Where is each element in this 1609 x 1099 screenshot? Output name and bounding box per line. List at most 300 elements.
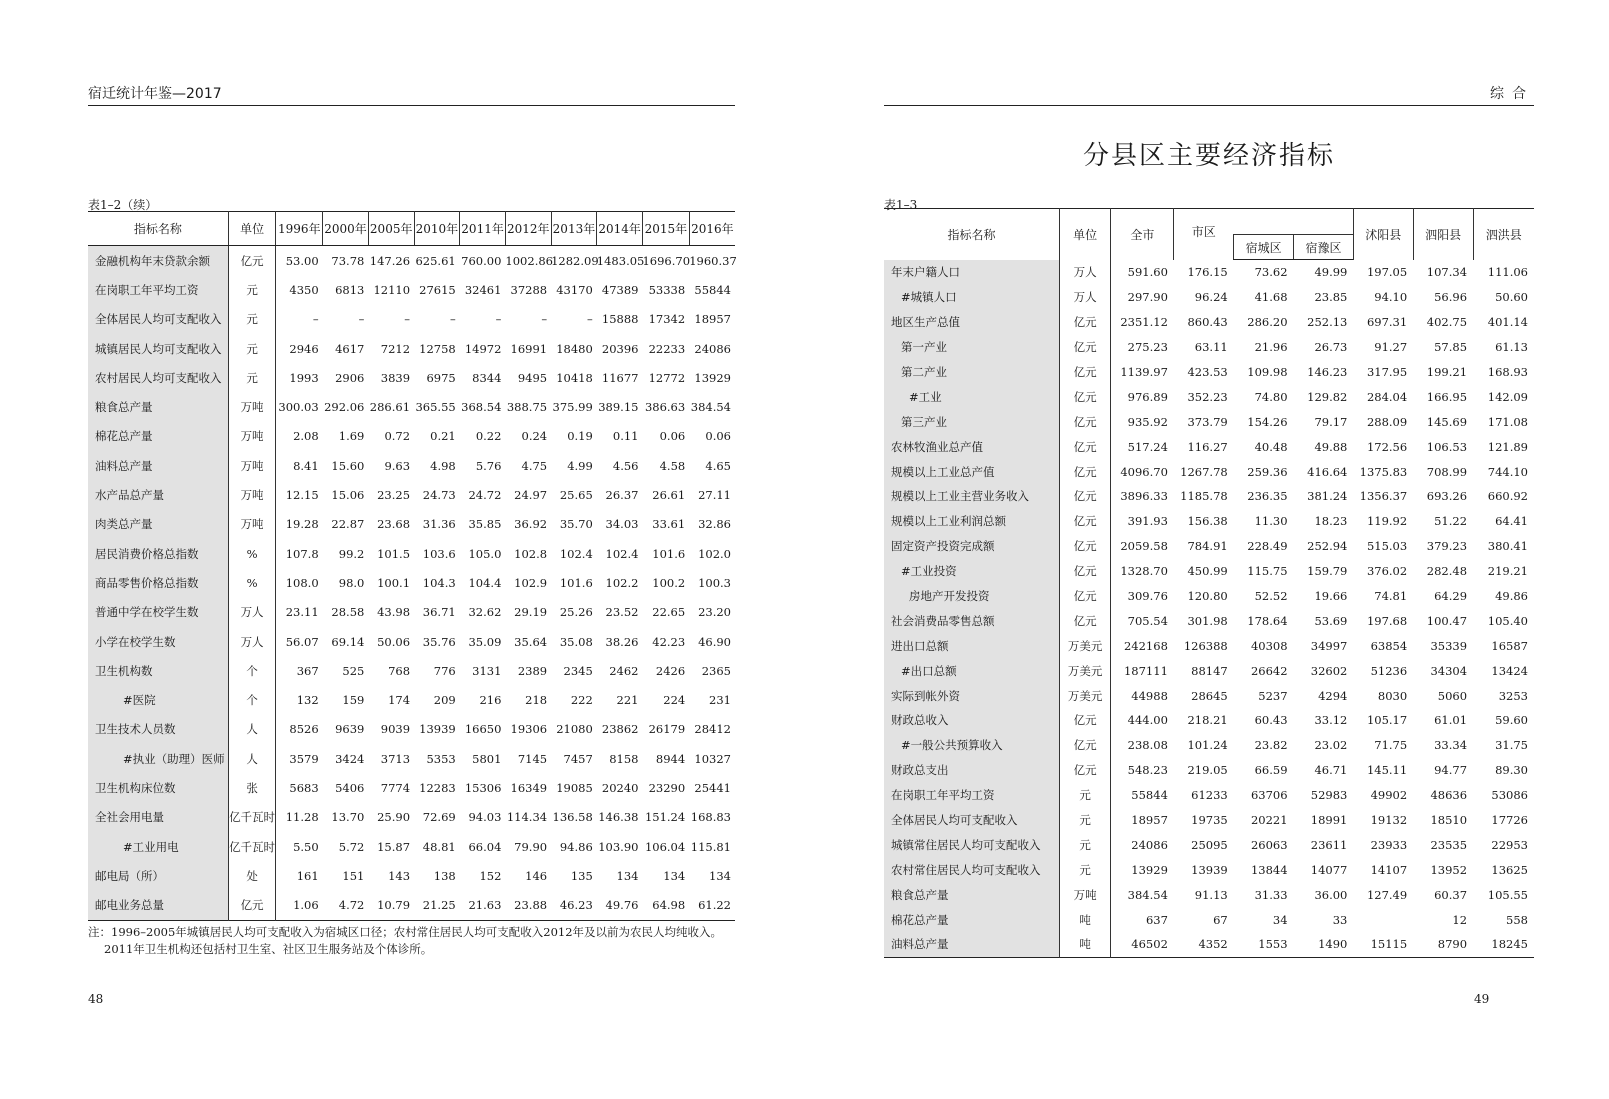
row-label: 实际到帐外资 [884,683,1059,708]
value-cell: – [541,312,548,327]
value-cell: 35.64 [514,634,548,649]
row-label: 社会消费品零售总额 [884,608,1059,633]
value-cell: 146 [525,868,548,883]
value-cell: 101.24 [1187,738,1228,753]
column-header: 全市 [1111,209,1174,260]
row-label: 棉花总产量 [88,422,228,451]
value-cell: 275.23 [1127,340,1168,355]
value-cell: 101.6 [652,546,686,561]
value-cell: 380.41 [1487,539,1528,554]
value-cell: 28.58 [331,605,365,620]
value-cell: 286.61 [369,400,411,415]
value-cell: 15115 [1370,937,1408,952]
value-cell: 100.1 [377,575,411,590]
row-label: 卫生机构数 [88,656,228,685]
value-cell: 102.4 [605,546,639,561]
value-cell: 0.06 [705,429,731,444]
unit-cell: 人 [228,744,276,773]
table-row [884,708,1534,733]
value-cell: 8526 [289,722,319,737]
value-cell: 222 [570,693,593,708]
unit-cell: 处 [228,861,276,890]
row-label: #一般公共预算收入 [884,733,1059,758]
table-row [884,559,1534,584]
value-cell: 21.25 [422,898,456,913]
value-cell: 96.24 [1194,290,1228,305]
column-header: 市区 [1174,209,1234,260]
unit-cell: 元 [228,305,276,334]
value-cell: 15.60 [331,458,365,473]
value-cell: 708.99 [1426,464,1468,479]
row-label: 油料总产量 [88,451,228,480]
value-cell: 22953 [1491,837,1528,852]
value-cell: 107.8 [285,546,319,561]
table-row [884,783,1534,808]
value-cell: 18.23 [1314,514,1348,529]
value-cell: 450.99 [1187,564,1228,579]
value-cell: 27615 [419,282,456,297]
value-cell: 386.63 [644,400,686,415]
value-cell: 14107 [1370,862,1408,877]
value-cell: 106.04 [644,839,686,854]
value-cell: 637 [1145,912,1168,927]
value-cell: 9.63 [384,458,411,473]
value-cell: 94.10 [1374,290,1408,305]
value-cell: 16650 [464,722,502,737]
row-label: 农村居民人均可支配收入 [88,363,228,392]
unit-cell: 亿元 [1059,409,1111,434]
value-cell: 4.65 [705,458,731,473]
value-cell: 13939 [1191,862,1228,877]
value-cell: 134 [709,868,731,883]
value-cell: 19085 [556,780,593,795]
main-indicators-table [88,211,735,921]
table-row [88,392,735,421]
column-header: 宿城区 [1234,235,1294,260]
value-cell: – [587,312,593,327]
value-cell: 36.92 [514,517,548,532]
value-cell: 384.54 [1127,887,1168,902]
value-cell: 111.06 [1487,265,1528,280]
value-cell: 373.79 [1187,414,1228,429]
value-cell: 100.3 [698,575,731,590]
unit-cell: 亿元 [1059,360,1111,385]
value-cell: – [449,312,456,327]
value-cell: 71.75 [1374,738,1408,753]
row-label: #城镇人口 [884,285,1059,310]
column-header: 宿豫区 [1294,235,1354,260]
table-row [884,409,1534,434]
column-header: 沭阳县 [1353,209,1413,260]
value-cell: 3131 [472,663,502,678]
value-cell: 46.71 [1314,763,1348,778]
table-row [884,907,1534,932]
table-header-row [884,209,1534,235]
value-cell: 384.54 [690,400,731,415]
table-row [884,509,1534,534]
value-cell: 4617 [335,341,365,356]
value-cell: 28645 [1191,688,1228,703]
value-cell: 40.48 [1254,439,1288,454]
value-cell: 46502 [1131,937,1168,952]
value-cell: 159.79 [1307,564,1348,579]
unit-cell: 元 [1059,832,1111,857]
value-cell: 8944 [655,751,686,766]
value-cell: 106.53 [1426,439,1468,454]
table-row [88,715,735,744]
row-label: 粮食总产量 [88,392,228,421]
column-header: 2015年 [642,212,689,246]
row-label: 全体居民人均可支配收入 [88,305,228,334]
value-cell: – [495,312,502,327]
value-cell: 48636 [1430,788,1468,803]
table-label: 表1–3 [884,198,918,212]
value-cell: 376.02 [1366,564,1408,579]
value-cell: 61.13 [1495,340,1528,355]
value-cell: 35.70 [559,517,593,532]
unit-cell: 元 [228,334,276,363]
column-header: 指标名称 [947,227,996,242]
row-label: 房地产开发投资 [884,584,1059,609]
table-row [884,808,1534,833]
value-cell: 13625 [1491,862,1528,877]
table-row [88,656,735,685]
value-cell: 24.97 [514,488,548,503]
value-cell: 402.75 [1426,315,1468,330]
value-cell: 23.02 [1314,738,1348,753]
value-cell: 21.63 [468,898,502,913]
value-cell: 43170 [556,282,593,297]
county-indicators-table [884,208,1534,958]
row-label: 财政总收入 [884,708,1059,733]
unit-cell: 万美元 [1059,633,1111,658]
table-row [88,627,735,656]
value-cell: 105.0 [468,546,502,561]
value-cell: 42.23 [652,634,686,649]
value-cell: 4.58 [659,458,686,473]
value-cell: 34997 [1310,638,1348,653]
value-cell: 21080 [556,722,593,737]
column-header: 泗阳县 [1413,209,1473,260]
row-label: 在岗职工年平均工资 [884,783,1059,808]
value-cell: 61.01 [1434,713,1468,728]
value-cell: 91.13 [1194,887,1228,902]
column-header: 2011年 [460,212,506,246]
value-cell: 768 [388,663,411,678]
value-cell: 236.35 [1247,489,1288,504]
table-header-row [88,212,735,246]
value-cell: 104.4 [468,575,502,590]
row-label: 规模以上工业利润总额 [884,509,1059,534]
unit-cell: 亿元 [1059,335,1111,360]
value-cell: 49.76 [605,898,639,913]
value-cell: 12.15 [285,488,319,503]
value-cell: 74.80 [1254,389,1288,404]
value-cell: 228.49 [1247,539,1288,554]
value-cell: 976.89 [1127,389,1168,404]
value-cell: 36.00 [1314,887,1348,902]
value-cell: 197.68 [1366,613,1408,628]
value-cell: 1.69 [338,429,365,444]
value-cell: 74.81 [1374,589,1408,604]
value-cell: 3424 [335,751,365,766]
unit-cell: 万美元 [1059,683,1111,708]
value-cell: 282.48 [1426,564,1468,579]
value-cell: 13424 [1491,663,1528,678]
table-row [88,598,735,627]
value-cell: 352.23 [1187,389,1228,404]
unit-cell: 万人 [1059,260,1111,285]
value-cell: 22233 [648,341,686,356]
value-cell: 13.70 [331,810,365,825]
value-cell: 159 [342,693,365,708]
value-cell: 2345 [563,663,593,678]
value-cell: 7212 [380,341,411,356]
value-cell: 46.90 [698,634,731,649]
value-cell: 9039 [380,722,411,737]
value-cell: 51236 [1370,663,1408,678]
value-cell: 33.61 [652,517,686,532]
row-label: 财政总支出 [884,758,1059,783]
value-cell: 25.90 [377,810,411,825]
value-cell: 12 [1452,912,1468,927]
value-cell: 79.17 [1314,414,1348,429]
value-cell: 187111 [1123,663,1168,678]
value-cell: 176.15 [1187,265,1228,280]
value-cell: 8158 [609,751,639,766]
value-cell: 35.09 [468,634,502,649]
row-label: 地区生产总值 [884,310,1059,335]
value-cell: 103.6 [422,546,456,561]
value-cell: 13952 [1430,862,1468,877]
row-label: 在岗职工年平均工资 [88,275,228,304]
value-cell: 935.92 [1127,414,1168,429]
value-cell: 134 [663,868,686,883]
value-cell: 31.33 [1254,887,1288,902]
value-cell: 31.75 [1495,738,1528,753]
value-cell: 9639 [335,722,365,737]
unit-cell: 元 [228,275,276,304]
value-cell: 63706 [1250,788,1288,803]
value-cell: 18957 [694,312,731,327]
value-cell: 286.20 [1247,315,1288,330]
row-label: #工业 [884,384,1059,409]
value-cell: 19.28 [285,517,319,532]
value-cell: 25095 [1191,837,1228,852]
table-row [884,733,1534,758]
column-header: 2010年 [414,212,460,246]
value-cell: 63.11 [1194,340,1228,355]
value-cell: 105.55 [1487,887,1528,902]
unit-cell: % [228,568,276,597]
value-cell: 625.61 [415,253,456,268]
value-cell: 297.90 [1127,290,1168,305]
value-cell: 64.98 [652,898,686,913]
value-cell: 49.99 [1314,265,1348,280]
column-header: 2014年 [597,212,643,246]
value-cell: 43.98 [377,605,411,620]
value-cell: 91.27 [1374,340,1408,355]
table-row [88,539,735,568]
unit-cell: 亿元 [1059,758,1111,783]
value-cell: 40308 [1250,638,1288,653]
table-row [88,803,735,832]
value-cell: 15.87 [377,839,411,854]
value-cell: 0.11 [612,429,639,444]
value-cell: 24.73 [422,488,456,503]
row-label: 第一产业 [884,335,1059,360]
value-cell: 1267.78 [1180,464,1228,479]
row-label: #工业用电 [88,832,228,861]
value-cell: 288.09 [1366,414,1408,429]
value-cell: 744.10 [1487,464,1528,479]
value-cell: 49.86 [1495,589,1528,604]
value-cell: 22.87 [331,517,365,532]
value-cell: 15888 [601,312,639,327]
table-row [88,422,735,451]
value-cell: 101.5 [377,546,411,561]
value-cell: 20396 [601,341,639,356]
unit-cell: 个 [228,685,276,714]
value-cell: 23.25 [377,488,411,503]
value-cell: 26.37 [605,488,639,503]
value-cell: 2946 [289,341,319,356]
value-cell: 26179 [648,722,686,737]
value-cell: 115.75 [1247,564,1288,579]
unit-cell: 万吨 [1059,882,1111,907]
value-cell: 0.24 [521,429,548,444]
value-cell: 368.54 [461,400,502,415]
table-row [884,932,1534,957]
table-row [884,484,1534,509]
value-cell: 119.92 [1366,514,1408,529]
value-cell: 50.60 [1495,290,1528,305]
value-cell: 172.56 [1366,439,1408,454]
value-cell: 219.21 [1487,564,1528,579]
value-cell: 416.64 [1307,464,1348,479]
value-cell: 19306 [510,722,548,737]
row-label: 邮电业务总量 [88,891,228,921]
table-body [88,246,735,921]
value-cell: 46.23 [559,898,593,913]
value-cell: 423.53 [1187,365,1228,379]
value-cell: 94.03 [468,810,502,825]
table-row [88,305,735,334]
value-cell: 1139.97 [1120,365,1168,379]
unit-cell: 人 [228,715,276,744]
value-cell: 23933 [1370,837,1408,852]
value-cell: 14972 [464,341,502,356]
value-cell: 21.96 [1254,340,1288,355]
unit-cell: 元 [1059,783,1111,808]
unit-cell: 万吨 [228,480,276,509]
value-cell: 705.54 [1127,613,1168,628]
value-cell: 548.23 [1127,763,1168,778]
unit-cell: 元 [1059,857,1111,882]
value-cell: 145.69 [1426,414,1468,429]
value-cell: 525 [342,663,365,678]
value-cell: 16349 [510,780,548,795]
row-label: 规模以上工业主营业务收入 [884,484,1059,509]
value-cell: 1490 [1318,937,1348,952]
unit-cell: 亿元 [228,891,276,921]
value-cell: 156.38 [1187,514,1228,529]
value-cell: 284.04 [1366,389,1408,404]
value-cell: 26.61 [652,488,686,503]
value-cell: 35339 [1430,638,1468,653]
unit-cell: 万吨 [228,392,276,421]
value-cell: 73.78 [331,253,365,268]
value-cell: 219.05 [1187,763,1228,778]
value-cell: 161 [296,868,319,883]
right-page [849,0,1609,1099]
value-cell: 64.41 [1495,514,1528,529]
value-cell: 11.30 [1254,514,1288,529]
value-cell: 401.14 [1487,315,1528,330]
value-cell: 32.86 [698,517,731,532]
value-cell: 52.52 [1254,589,1288,604]
value-cell: 23.20 [698,605,731,620]
table-row [884,832,1534,857]
value-cell: 515.03 [1366,539,1408,554]
table-row [88,334,735,363]
table-row [884,857,1534,882]
footnote [88,924,748,958]
value-cell: 20221 [1250,813,1288,828]
column-header: 2005年 [368,212,414,246]
unit-cell: 亿元 [1059,733,1111,758]
row-label: 农村常住居民人均可支配收入 [884,857,1059,882]
unit-cell: 元 [228,363,276,392]
row-label: 城镇常住居民人均可支配收入 [884,832,1059,857]
footnote-line: 注：1996–2005年城镇居民人均可支配收入为宿城区口径；农村常住居民人均可支配收入2012年及以前为农民人均纯收入。 [88,925,723,939]
value-cell: 12758 [419,341,456,356]
value-cell: 52983 [1310,788,1348,803]
value-cell: 4.98 [430,458,456,473]
value-cell: 23611 [1310,837,1348,852]
value-cell: 591.60 [1127,265,1168,280]
value-cell: 168.83 [690,810,731,825]
running-head: 综合 [884,84,1534,106]
value-cell: 221 [616,693,639,708]
value-cell: 224 [663,693,686,708]
column-header: 2016年 [689,212,735,246]
row-label: 普通中学在校学生数 [88,598,228,627]
value-cell: 99.2 [338,546,365,561]
value-cell: 19.66 [1314,589,1348,604]
value-cell: 178.64 [1247,613,1288,628]
unit-cell: 亿元 [1059,484,1111,509]
value-cell: 33.12 [1314,713,1348,728]
row-label: 小学在校学生数 [88,627,228,656]
row-label: 第三产业 [884,409,1059,434]
value-cell: 10.79 [377,898,411,913]
value-cell: 1282.09 [551,253,599,268]
value-cell: 132 [296,693,319,708]
value-cell: 242168 [1123,638,1168,653]
row-label: 水产品总产量 [88,480,228,509]
value-cell: 367 [296,663,319,678]
column-header: 1996年 [276,212,323,246]
value-cell: 365.55 [415,400,456,415]
value-cell: 89.30 [1495,763,1528,778]
row-label: 商品零售价格总指数 [88,568,228,597]
value-cell: 56.96 [1434,290,1468,305]
value-cell: 300.03 [278,400,319,415]
value-cell: 1002.86 [505,253,553,268]
value-cell: 1.06 [293,898,319,913]
value-cell: 151 [342,868,365,883]
